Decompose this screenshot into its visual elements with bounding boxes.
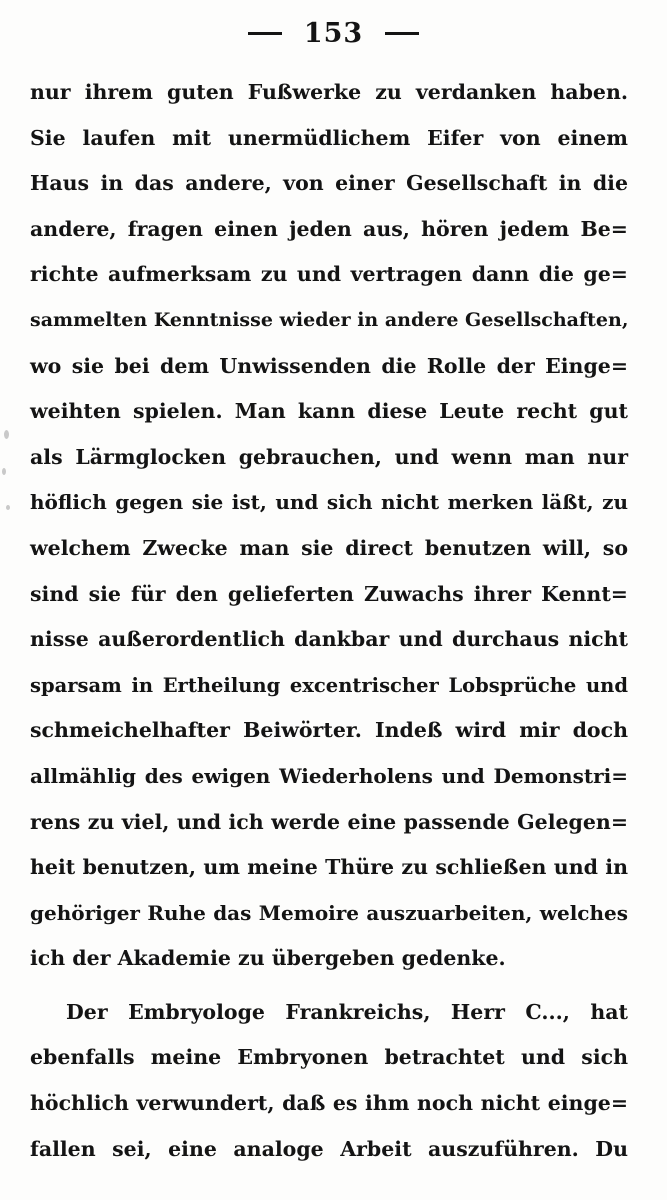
body-text <box>30 70 628 1172</box>
text-line: allmählig des ewigen Wiederholens und Demonstri= <box>30 763 628 788</box>
text-line: richte aufmerksam zu und vertragen dann die ge= <box>30 262 628 287</box>
text-line: nur ihrem guten Fußwerke zu verdanken haben. <box>30 80 628 104</box>
text-line: höchlich verwundert, daß es ihm noch nicht einge= <box>30 1091 628 1116</box>
text-line: ebenfalls meine Embryonen betrachtet und sich <box>30 1045 628 1070</box>
text-line: ich der Akademie zu übergeben gedenke. <box>30 946 506 971</box>
text-line: weihten spielen. Man kann diese Leute recht gut <box>30 399 628 424</box>
header-dash-right <box>385 32 419 35</box>
text-line: nisse außerordentlich dankbar und durchaus nicht <box>30 627 628 652</box>
paragraph-2 <box>30 990 628 1172</box>
paper-speck <box>6 505 10 510</box>
text-line: höflich gegen sie ist, und sich nicht merken läßt, zu <box>30 490 628 515</box>
text-line: andere, fragen einen jeden aus, hören jedem Be= <box>30 216 628 241</box>
text-line: Haus in das andere, von einer Gesellschaft in die <box>30 171 628 196</box>
text-line: Sie laufen mit unermüdlichem Eifer von einem <box>30 125 628 150</box>
paragraph-gap <box>30 982 628 990</box>
text-line: rens zu viel, und ich werde eine passende Gelegen= <box>30 809 628 834</box>
text-line: sammelten Kenntnisse wieder in andere Gesellschaften, <box>30 308 629 331</box>
text-line: fallen sei, eine analoge Arbeit auszuführen. Du <box>30 1136 628 1161</box>
paragraph-1 <box>30 70 628 982</box>
text-line: wo sie bei dem Unwissenden die Rolle der Einge= <box>30 353 628 378</box>
text-line: Der Embryologe Frankreichs, Herr C..., hat <box>66 999 628 1024</box>
text-line: schmeichelhafter Beiwörter. Indeß wird mir doch <box>30 718 628 743</box>
text-line: als Lärmglocken gebrauchen, und wenn man nur <box>30 444 628 469</box>
text-line: welchem Zwecke man sie direct benutzen will, so <box>30 535 628 560</box>
text-line: heit benutzen, um meine Thüre zu schließen und in <box>30 855 628 880</box>
paper-speck <box>2 468 6 475</box>
text-line: gehöriger Ruhe das Memoire auszuarbeiten, welches <box>30 900 628 925</box>
text-line: sparsam in Ertheilung excentrischer Lobsprüche und <box>30 673 628 697</box>
page-number: 153 <box>303 17 364 49</box>
paper-speck <box>4 430 9 439</box>
header-dash-left <box>248 32 282 35</box>
text-line: sind sie für den gelieferten Zuwachs ihrer Kennt= <box>30 581 628 606</box>
page-header <box>0 10 667 56</box>
